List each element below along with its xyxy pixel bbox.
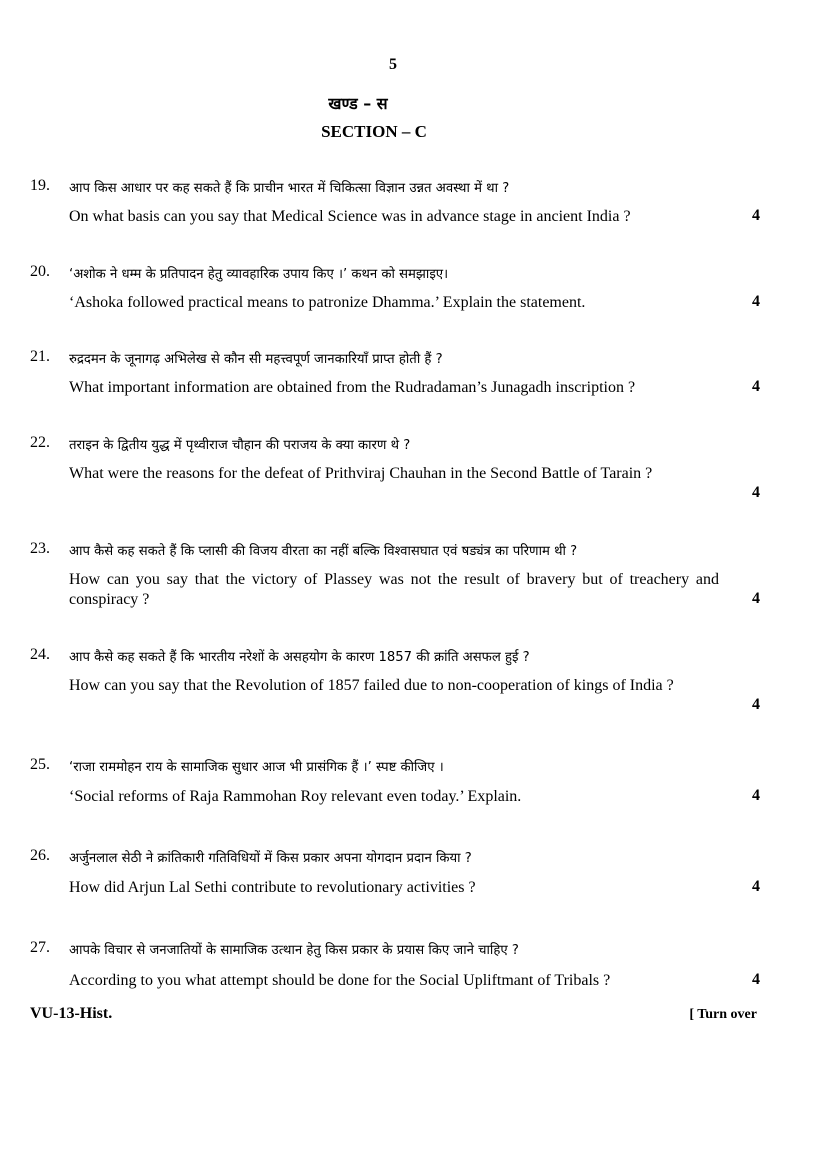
question-text-english: How can you say that the Revolution of 1857 failed due to non-cooperation of kings of India ? bbox=[69, 677, 674, 694]
question-text-hindi: अर्जुनलाल सेठी ने क्रांतिकारी गतिविधियों में किस प्रकार अपना योगदान प्रदान किया ? bbox=[69, 851, 472, 866]
question-text-hindi: आप कैसे कह सकते हैं कि प्लासी की विजय वीरता का नहीं बल्कि विश्वासघात एवं षड्यंत्र का परिणाम थी ? bbox=[69, 544, 578, 559]
question-marks: 4 bbox=[752, 971, 760, 988]
question-marks: 4 bbox=[752, 207, 760, 224]
question-text-english: ‘Ashoka followed practical means to patronize Dhamma.’ Explain the statement. bbox=[69, 294, 586, 311]
question-text-hindi: आप किस आधार पर कह सकते हैं कि प्राचीन भारत में चिकित्सा विज्ञान उन्नत अवस्था में था ? bbox=[69, 181, 510, 196]
turn-over-note: [ Turn over bbox=[689, 1007, 757, 1022]
question-text-hindi: तराइन के द्वितीय युद्ध में पृथ्वीराज चौहान की पराजय के क्या कारण थे ? bbox=[69, 438, 411, 453]
question-marks: 4 bbox=[752, 378, 760, 395]
question-number: 27. bbox=[30, 939, 50, 956]
question-number: 26. bbox=[30, 847, 50, 864]
question-text-hindi: आप कैसे कह सकते हैं कि भारतीय नरेशों के असहयोग के कारण 1857 की क्रांति असफल हुई ? bbox=[69, 650, 530, 665]
question-text-english: What were the reasons for the defeat of Prithviraj Chauhan in the Second Battle of Tarain ? bbox=[69, 465, 653, 482]
question-marks: 4 bbox=[752, 696, 760, 713]
question-marks: 4 bbox=[752, 787, 760, 804]
question-number: 21. bbox=[30, 348, 50, 365]
paper-code: VU-13-Hist. bbox=[30, 1005, 113, 1022]
question-number: 20. bbox=[30, 263, 50, 280]
section-title-english: SECTION – C bbox=[321, 122, 427, 141]
question-marks: 4 bbox=[752, 590, 760, 607]
question-number: 23. bbox=[30, 540, 50, 557]
question-number: 19. bbox=[30, 177, 50, 194]
question-marks: 4 bbox=[752, 878, 760, 895]
question-number: 22. bbox=[30, 434, 50, 451]
question-text-english: According to you what attempt should be done for the Social Upliftmant of Tribals ? bbox=[69, 972, 611, 989]
question-number: 25. bbox=[30, 756, 50, 773]
question-text-english: What important information are obtained from the Rudradaman’s Junagadh inscription ? bbox=[69, 379, 636, 396]
question-text-hindi: ‘अशोक ने धम्म के प्रतिपादन हेतु व्यावहारिक उपाय किए ।’ कथन को समझाइए। bbox=[69, 267, 449, 282]
question-number: 24. bbox=[30, 646, 50, 663]
question-text-hindi: आपके विचार से जनजातियों के सामाजिक उत्थान हेतु किस प्रकार के प्रयास किए जाने चाहिए ? bbox=[69, 943, 519, 958]
section-title-hindi: खण्ड – स bbox=[328, 94, 388, 113]
question-text-hindi: रुद्रदमन के जूनागढ़ अभिलेख से कौन सी महत्त्वपूर्ण जानकारियाँ प्राप्त होती हैं ? bbox=[69, 352, 443, 367]
question-marks: 4 bbox=[752, 484, 760, 501]
question-marks: 4 bbox=[752, 293, 760, 310]
question-text-english: On what basis can you say that Medical Science was in advance stage in ancient India ? bbox=[69, 208, 631, 225]
question-text-english: How did Arjun Lal Sethi contribute to revolutionary activities ? bbox=[69, 879, 476, 896]
page-number: 5 bbox=[389, 56, 397, 73]
question-text-english: How can you say that the victory of Plassey was not the result of bravery but of treachery and conspiracy ? bbox=[69, 571, 719, 608]
question-text-english: ‘Social reforms of Raja Rammohan Roy relevant even today.’ Explain. bbox=[69, 788, 522, 805]
question-text-hindi: ‘राजा राममोहन राय के सामाजिक सुधार आज भी प्रासंगिक हैं ।’ स्पष्ट कीजिए । bbox=[69, 760, 444, 775]
